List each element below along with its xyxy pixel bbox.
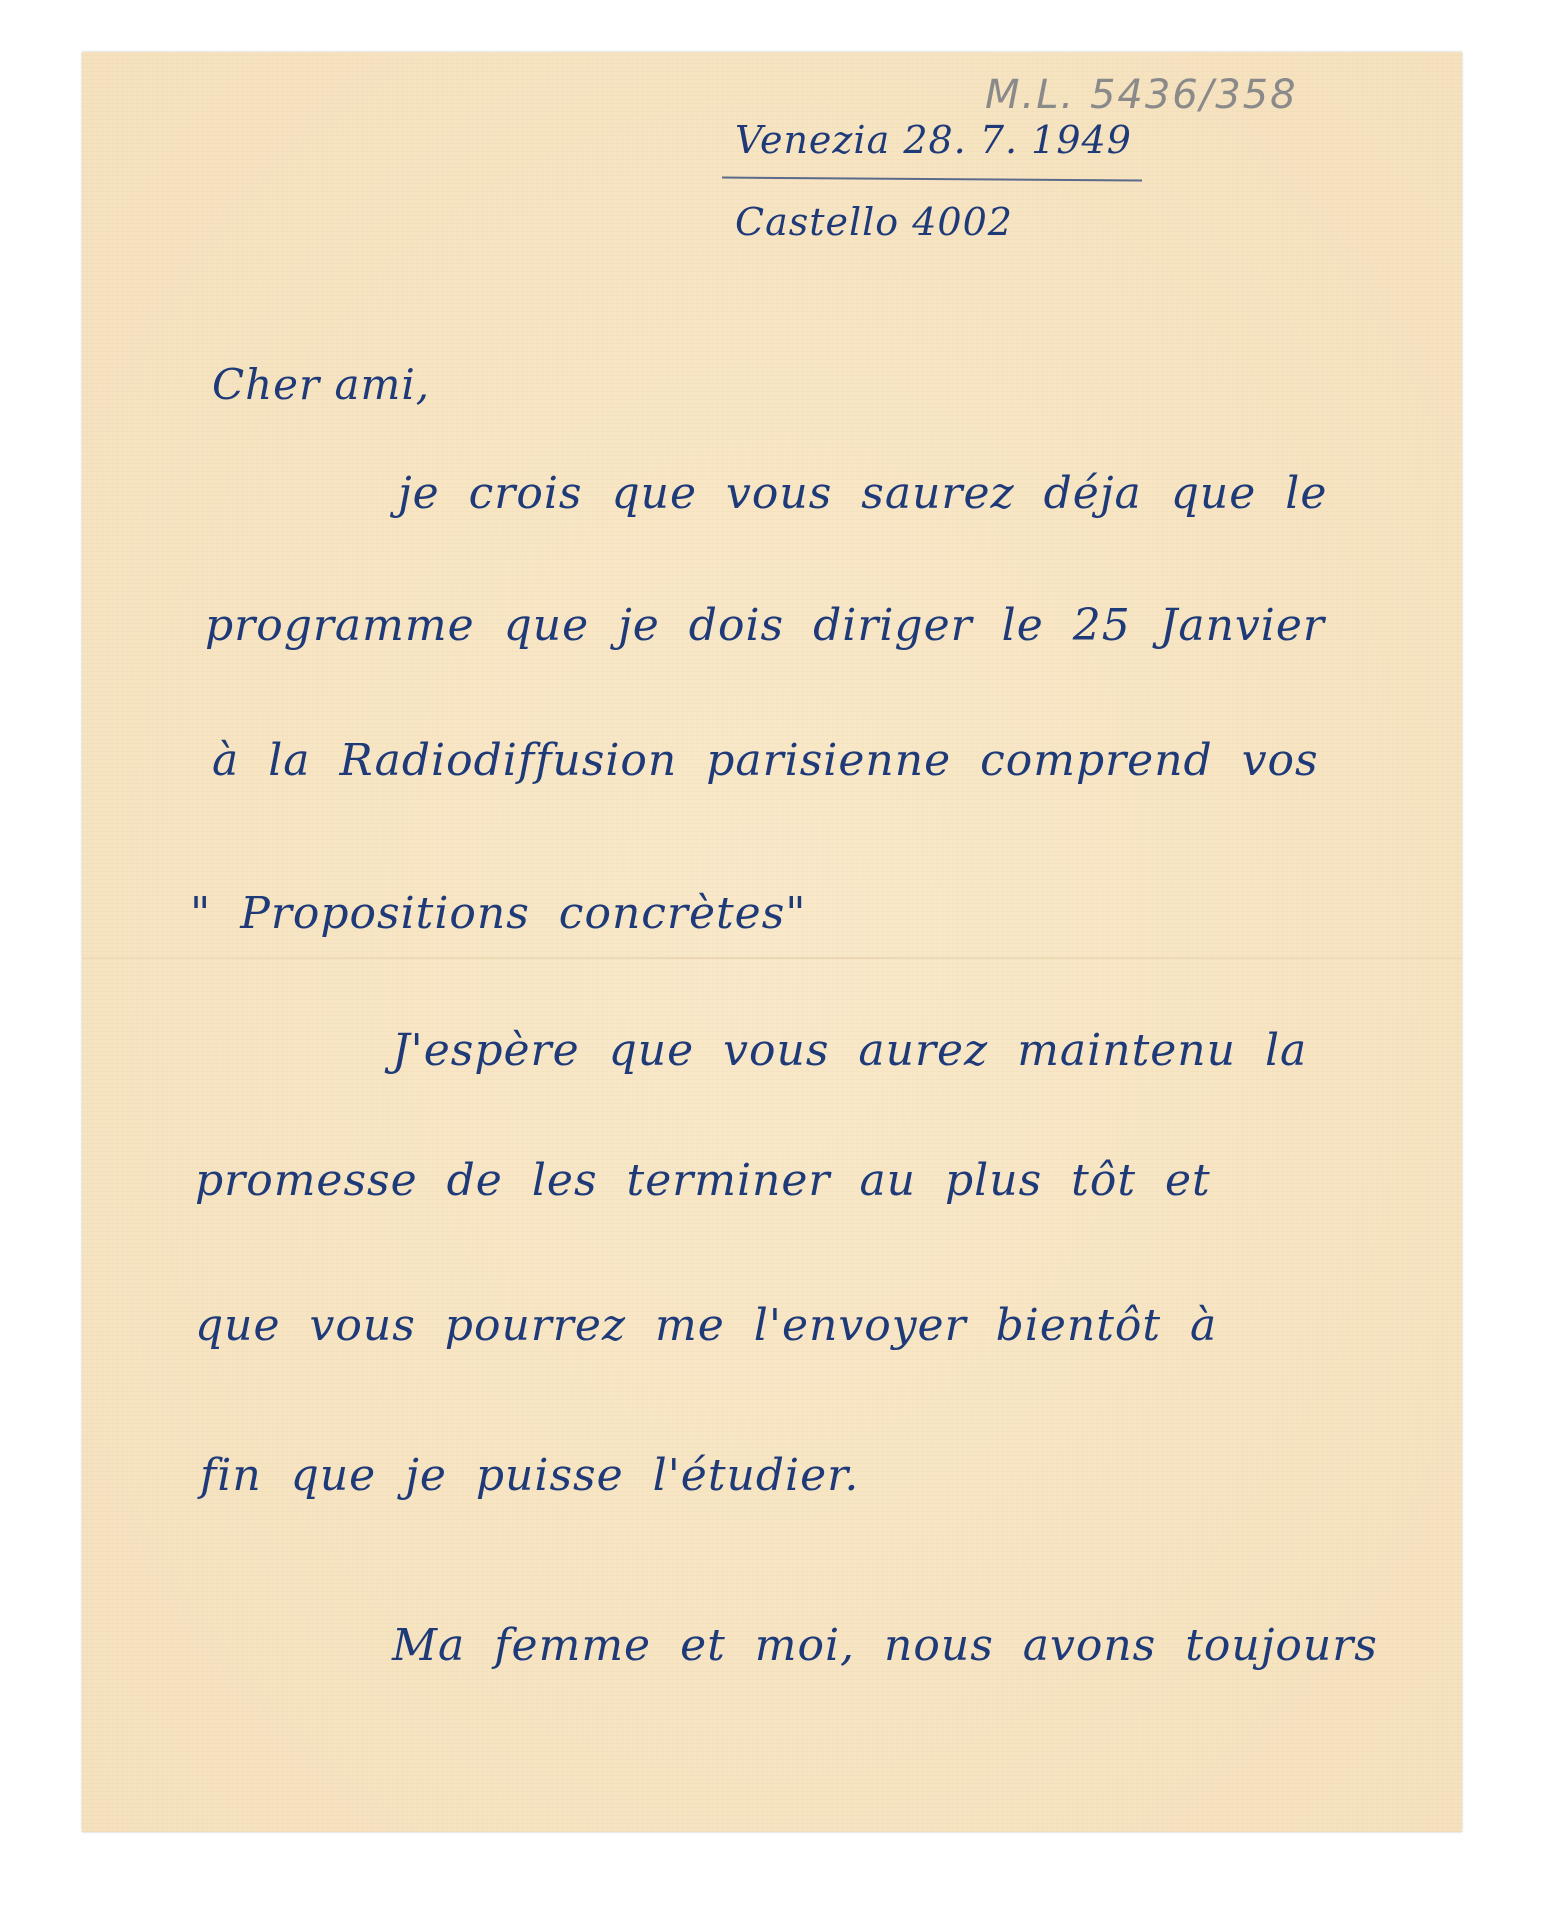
body-line: programme que je dois diriger le 25 Janvier (205, 600, 1325, 651)
body-line: J'espère que vous aurez maintenu la (392, 1025, 1308, 1076)
body-line: " Propositions concrètes" (190, 888, 807, 939)
letter-address: Castello 4002 (735, 200, 1013, 244)
body-line: que vous pourrez me l'envoyer bientôt à (195, 1300, 1218, 1351)
body-line: Ma femme et moi, nous avons toujours (392, 1620, 1378, 1671)
body-line: promesse de les terminer au plus tôt et (195, 1155, 1211, 1206)
body-line: à la Radiodiffusion parisienne comprend vos (212, 735, 1319, 786)
salutation: Cher ami, (212, 360, 431, 409)
letter-sheet (82, 52, 1462, 1832)
body-line: fin que je puisse l'étudier. (200, 1450, 860, 1501)
letter-date: Venezia 28. 7. 1949 (735, 118, 1132, 162)
archive-mark: M.L. 5436/358 (985, 72, 1298, 118)
paper-fold (82, 957, 1462, 959)
body-line: je crois que vous saurez déja que le (398, 468, 1328, 519)
